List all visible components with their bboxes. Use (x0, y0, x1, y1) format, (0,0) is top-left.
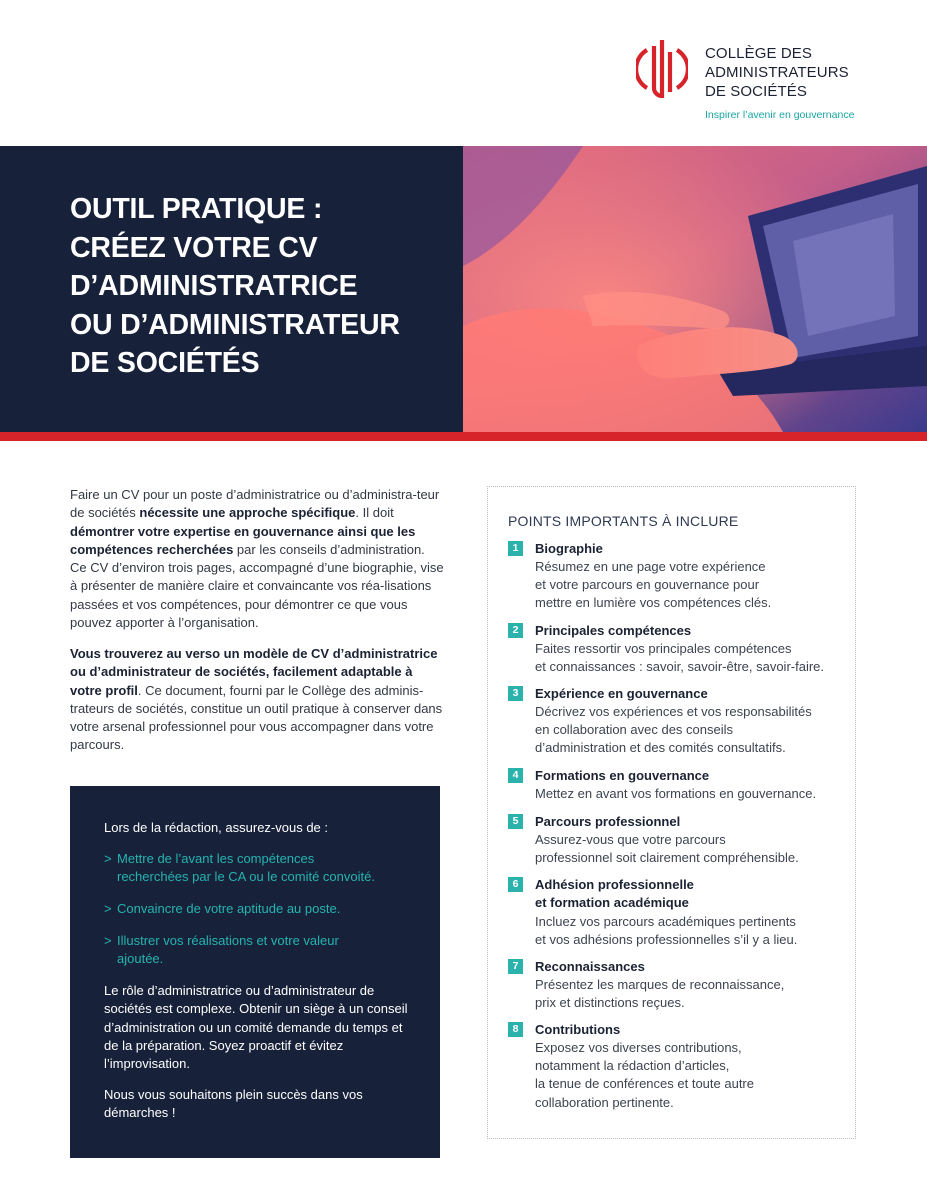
chevron-right-icon: > (104, 901, 112, 916)
brand-name-line: COLLÈGE DES (705, 45, 812, 62)
intro-text-bold: démontrer votre expertise en gouvernance ainsi que les compétences recherchées (70, 523, 416, 557)
page-title-line: DE SOCIÉTÉS (70, 347, 260, 379)
intro-paragraph-2 (70, 645, 445, 755)
point-title: Parcours professionnel (535, 814, 681, 829)
brand-name-line: ADMINISTRATEURS (705, 64, 849, 81)
point-description: d’administration et des comités consultatifs. (535, 740, 786, 756)
point-description: professionnel soit clairement compréhensible. (535, 850, 799, 866)
tip-text: Illustrer vos réalisations et votre valeur (117, 933, 339, 948)
tips-heading: Lors de la rédaction, assurez-vous de : (104, 820, 329, 835)
point-description: et connaissances : savoir, savoir-être, savoir-faire. (535, 659, 825, 675)
point-title: et formation académique (535, 895, 689, 910)
chevron-right-icon: > (104, 851, 112, 866)
point-number-badge: 8 (508, 1022, 523, 1037)
point-description: et votre parcours en gouvernance pour (535, 577, 760, 593)
page-title-line: OUTIL PRATIQUE : (70, 193, 323, 225)
point-description: Assurez-vous que votre parcours (535, 832, 726, 847)
brand-name-line: DE SOCIÉTÉS (705, 83, 807, 100)
point-number-badge: 6 (508, 877, 523, 892)
point-description: Résumez en une page votre expérience (535, 559, 766, 574)
brand-name (705, 44, 849, 101)
point-title: Reconnaissances (535, 959, 645, 974)
point-title: Contributions (535, 1022, 621, 1037)
intro-text-bold: Vous trouverez au verso un modèle de CV d’administratrice ou d’administrateur de sociétés, facilement adaptable à votre profil (70, 646, 438, 698)
page-title-line: OU D’ADMINISTRATEUR (70, 308, 400, 341)
point-number-badge: 1 (508, 541, 523, 556)
college-logo-icon (636, 38, 688, 100)
point-title: Principales compétences (535, 623, 692, 638)
red-accent-bar (0, 432, 927, 441)
intro-text: par les conseils d’administration. Ce CV d’environ trois pages, accompagné d’une biographie, vise à présenter de manière claire et convaincante vos réa-lisations passées et vos compétences, pour démontrer ce que vous pouvez apporter à l’organisation. (70, 541, 444, 631)
brand-tagline: Inspirer l’avenir en gouvernance (705, 109, 855, 121)
point-title: Biographie (535, 541, 603, 556)
page-title (70, 190, 450, 383)
point-number-badge: 4 (508, 768, 523, 783)
tips-paragraph: Le rôle d’administratrice ou d’administrateur de sociétés est complexe. Obtenir un siège à un conseil d’administration ou un comité demande du temps et de la préparation. Soyez proactif et évitez l’improvisation. (104, 983, 408, 1072)
tip-text: Convaincre de votre aptitude au poste. (117, 901, 341, 916)
intro-text: . Il doit (355, 505, 394, 521)
tip-item (104, 900, 424, 918)
page-title-line: D’ADMINISTRATRICE (70, 270, 358, 302)
intro-text-bold: nécessite une approche spécifique (139, 505, 356, 521)
point-title: Formations en gouvernance (535, 768, 710, 783)
intro-text: . Ce document, fourni par le Collège des adminis-trateurs de sociétés, constitue un outil pratique à conserver dans votre arsenal professionnel pour vous accompagner dans votre parcours. (70, 682, 443, 753)
points-heading: POINTS IMPORTANTS À INCLURE (508, 513, 739, 529)
tip-text: Mettre de l’avant les compétences (117, 851, 315, 866)
tips-closing: Nous vous souhaitons plein succès dans vos démarches ! (104, 1087, 363, 1121)
page-title-line: CRÉEZ VOTRE CV (70, 231, 318, 264)
point-description: Décrivez vos expériences et vos responsabilités (535, 704, 812, 719)
point-description: Présentez les marques de reconnaissance, (535, 977, 785, 992)
point-number-badge: 5 (508, 814, 523, 829)
point-description: notamment la rédaction d’articles, (535, 1058, 730, 1074)
point-description: collaboration pertinente. (535, 1094, 674, 1110)
intro-paragraph-1 (70, 486, 445, 632)
tip-item (104, 850, 424, 886)
point-description: prix et distinctions reçues. (535, 995, 685, 1011)
point-description: Mettez en avant vos formations en gouvernance. (535, 786, 817, 801)
tip-text: recherchées par le CA ou le comité convoité. (117, 869, 375, 884)
point-description: mettre en lumière vos compétences clés. (535, 595, 772, 611)
point-title: Adhésion professionnelle (535, 877, 694, 892)
chevron-right-icon: > (104, 933, 112, 948)
point-description: et vos adhésions professionnelles s’il y a lieu. (535, 932, 798, 948)
point-description: Faites ressortir vos principales compétences (535, 641, 792, 656)
point-number-badge: 2 (508, 623, 523, 638)
point-number-badge: 7 (508, 959, 523, 974)
point-description: Incluez vos parcours académiques pertinents (535, 914, 796, 929)
point-description: la tenue de conférences et toute autre (535, 1076, 754, 1092)
point-description: en collaboration avec des conseils (535, 722, 734, 738)
point-description: Exposez vos diverses contributions, (535, 1040, 742, 1055)
intro-text: Faire un CV pour un poste d’administratrice ou d’administra-teur de sociétés (70, 487, 440, 521)
point-title: Expérience en gouvernance (535, 686, 708, 701)
tip-item (104, 932, 424, 968)
tip-text: ajoutée. (117, 951, 164, 966)
laptop-photo (463, 146, 927, 432)
point-number-badge: 3 (508, 686, 523, 701)
